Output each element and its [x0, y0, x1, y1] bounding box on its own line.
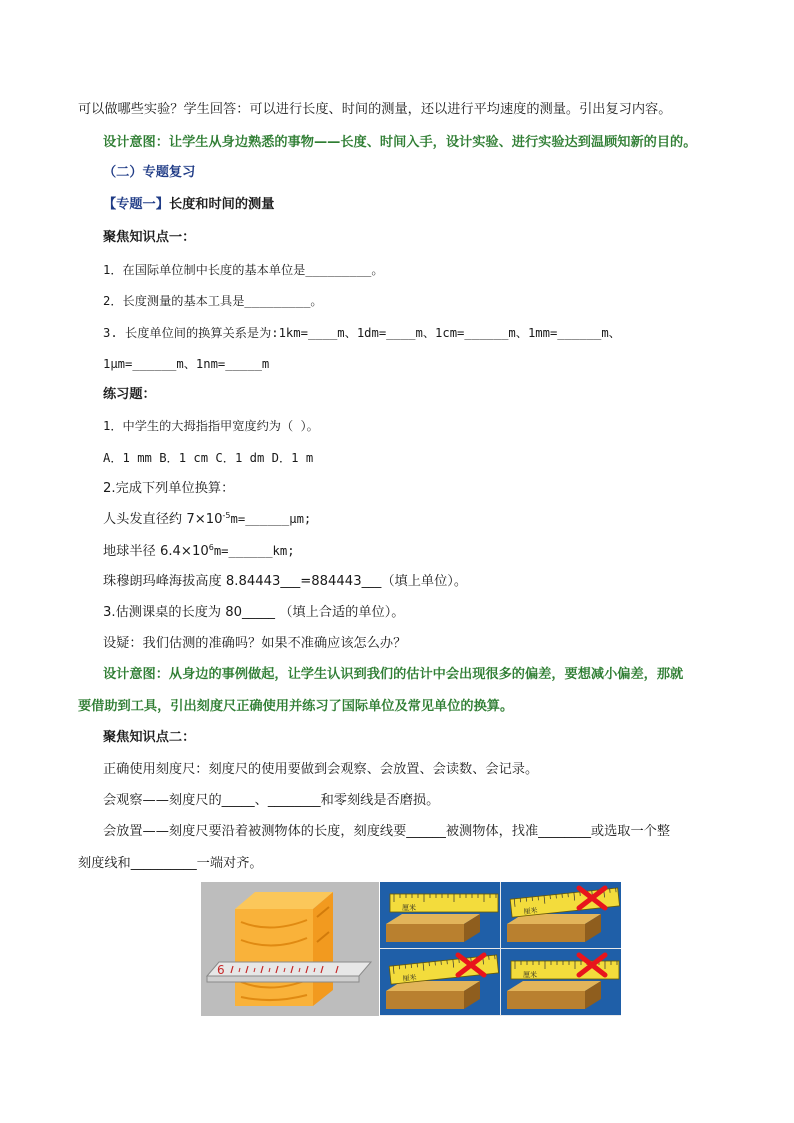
question-3: 3. 长度单位间的换算关系是为:1km=____m、1dm=____m、1cm=______m、1mm=______m、	[103, 326, 621, 340]
place-line: 会放置——刻度尺要沿着被测物体的长度，刻度线要______被测物体，找准________或选取一个整	[103, 824, 671, 839]
exercise-heading: 练习题：	[103, 387, 156, 402]
paragraph-line: 可以做哪些实验？学生回答：可以进行长度、时间的测量，还以进行平均速度的测量。引出复习内容。	[78, 102, 672, 117]
question-2: 2．长度测量的基本工具是_________。	[103, 294, 323, 308]
ruler-unit-label: 厘米	[402, 973, 417, 983]
exercise-2b-blank: m=______km;	[213, 544, 295, 558]
ruler-panel	[380, 882, 500, 948]
exponent: 6	[208, 543, 214, 552]
exercise-2: 2.完成下列单位换算：	[103, 481, 235, 496]
exercise-3: 3.估测课桌的长度为 80_____ （填上合适的单位）。	[103, 605, 405, 620]
ruler-unit-label: 厘米	[523, 971, 537, 979]
block-front	[386, 924, 464, 942]
question-1: 1．在国际单位制中长度的基本单位是_________。	[103, 263, 384, 277]
ruler-unit-label: 厘米	[523, 906, 538, 916]
ruler-panel	[501, 949, 621, 1015]
ruler-usage: 正确使用刻度尺：刻度尺的使用要做到会观察、会放置、会读数、会记录。	[103, 762, 539, 777]
ruler-panel	[501, 882, 621, 948]
svg-text:6: 6	[217, 963, 225, 977]
block-front	[386, 991, 464, 1009]
ruler	[390, 894, 498, 912]
observe-line: 会观察——刻度尺的_____、________和零刻线是否磨损。	[103, 793, 440, 808]
ruler-placement-illustration	[380, 882, 621, 1016]
block-front	[507, 991, 585, 1009]
topic-tag: 【专题一】	[103, 197, 169, 212]
design-intent-1: 设计意图：让学生从身边熟悉的事物——长度、时间入手，设计实验、进行实验达到温顾知新的目的。	[103, 135, 697, 150]
knowledge-point-1-heading: 聚焦知识点一：	[103, 230, 196, 245]
ruler-unit-label: 厘米	[402, 904, 416, 912]
exercise-2a-text: 人头发直径约 7×10	[103, 512, 223, 527]
question-3-cont: 1μm=______m、1nm=_____m	[103, 357, 270, 371]
section-heading: （二）专题复习	[103, 165, 196, 180]
place-line-cont: 刻度线和__________一端对齐。	[78, 856, 263, 871]
design-intent-2-cont: 要借助到工具，引出刻度尺正确使用并练习了国际单位及常见单位的换算。	[78, 699, 514, 714]
topic-title: 长度和时间的测量	[168, 197, 275, 212]
exercise-2a	[103, 510, 311, 529]
block-top	[386, 914, 480, 924]
block-front	[507, 924, 585, 942]
exercise-2c: 珠穆朗玛峰海拔高度 8.84443___=884443___（填上单位）。	[103, 574, 468, 589]
ruler-panel	[380, 949, 500, 1015]
exponent: -5	[222, 511, 231, 520]
question-doubt: 设疑：我们估测的准确吗？如果不准确应该怎么办？	[103, 636, 407, 651]
exercise-2b	[103, 542, 295, 561]
exercise-1: 1．中学生的大拇指指甲宽度约为（ ）。	[103, 419, 319, 433]
exercise-1-options: A．1 mm B．1 cm C．1 dm D．1 m	[103, 451, 314, 465]
topic-heading	[103, 196, 274, 214]
exercise-2b-text: 地球半径 6.4×10	[103, 544, 209, 559]
design-intent-2: 设计意图：从身边的事例做起，让学生认识到我们的估计中会出现很多的偏差，要想减小偏差，那就	[103, 667, 684, 682]
ruler-placement-image	[380, 882, 621, 1016]
wood-block-illustration	[201, 882, 379, 1016]
knowledge-point-2-heading: 聚焦知识点二：	[103, 730, 196, 745]
exercise-2a-blank: m=______μm;	[230, 512, 312, 526]
wood-block-ruler-image	[201, 882, 379, 1016]
block-top	[507, 981, 601, 991]
